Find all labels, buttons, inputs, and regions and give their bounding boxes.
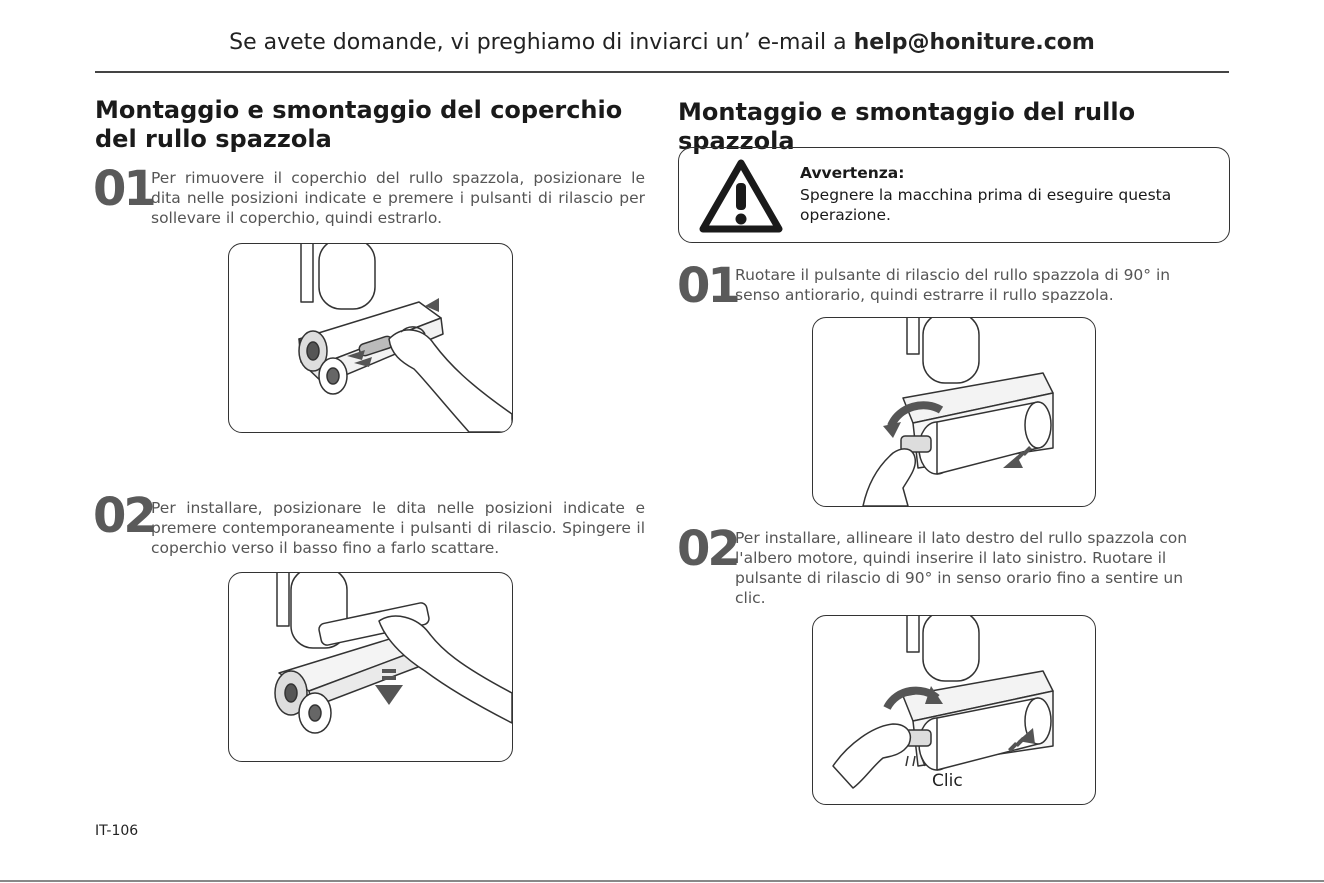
cover-install-illustration (229, 573, 512, 761)
warning-text: Spegnere la macchina prima di eseguire questa operazione. (800, 186, 1172, 224)
right-step-2-text: Per installare, allineare il lato destro del rullo spazzola con l'albero motore, quindi inserire il lato sinistro. Ruotare il pulsante di rilascio di 90° in senso orario fino a sentire un clic. (735, 529, 1188, 607)
left-step-2-text: Per installare, posizionare le dita nelle posizioni indicate e premere contemporaneamente i pulsanti di rilascio. Spingere il coperchio verso il basso fino a farlo scattare. (151, 499, 645, 557)
header-divider (95, 71, 1229, 73)
left-step-1-number: 01 (93, 161, 154, 217)
bottom-divider (0, 880, 1324, 882)
header-text: Se avete domande, vi preghiamo di inviarci un’ e-mail a (229, 30, 854, 55)
left-step-2-number: 02 (93, 488, 154, 544)
warning-box (678, 147, 1230, 243)
right-step-1-number: 01 (677, 258, 738, 314)
cover-removal-figure (228, 243, 513, 433)
right-step-1-text: Ruotare il pulsante di rilascio del rullo spazzola di 90° in senso antiorario, quindi estrarre il rullo spazzola. (735, 266, 1171, 304)
page-header (95, 30, 1229, 55)
cover-install-figure (228, 572, 513, 762)
roller-removal-illustration (813, 318, 1095, 506)
roller-install-figure (812, 615, 1096, 805)
left-section-title: Montaggio e smontaggio del coperchio del rullo spazzola (95, 96, 623, 153)
support-email[interactable]: help@honiture.com (853, 30, 1095, 55)
page-number: IT-106 (95, 823, 139, 839)
clic-label: Clic (932, 771, 963, 791)
cover-removal-illustration (229, 244, 512, 432)
right-step-2-number: 02 (677, 521, 738, 577)
left-step-1-text: Per rimuovere il coperchio del rullo spazzola, posizionare le dita nelle posizioni indicate e premere i pulsanti di rilascio per sollevare il coperchio, quindi estrarlo. (151, 169, 645, 227)
warning-icon (699, 157, 783, 233)
warning-title: Avvertenza: (800, 164, 905, 182)
right-section-title: Montaggio e smontaggio del rullo spazzola (678, 98, 1136, 155)
roller-removal-figure (812, 317, 1096, 507)
